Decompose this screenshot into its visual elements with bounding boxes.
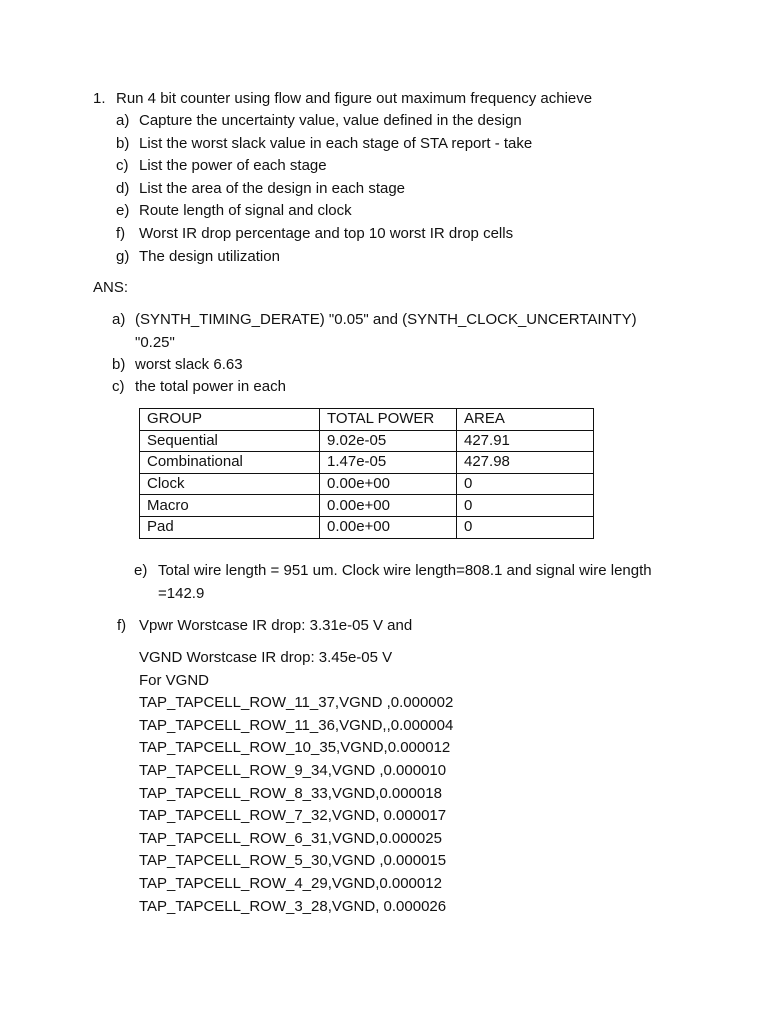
vgnd-ir-drop-block xyxy=(139,647,453,918)
answer-f-text: Vpwr Worstcase IR drop: 3.31e-05 V and xyxy=(139,617,413,634)
table-cell: Clock xyxy=(140,473,320,495)
table-cell: 0 xyxy=(457,495,594,517)
item-text: Capture the uncertainty value, value defined in the design xyxy=(139,112,522,129)
answer-e-text: Total wire length = 951 um. Clock wire length=808.1 and signal wire length =142.9 xyxy=(158,562,652,602)
answer-f-label: f) xyxy=(117,617,127,634)
answer-c-label: c) xyxy=(112,378,125,395)
table-row xyxy=(140,430,594,452)
header-cell-group: GROUP xyxy=(140,409,320,431)
answer-e-label: e) xyxy=(134,562,148,579)
item-text: Route length of signal and clock xyxy=(139,202,352,220)
list-item: TAP_TAPCELL_ROW_11_36,VGND,,0.000004 xyxy=(139,716,454,734)
answer-a-label: a) xyxy=(112,311,126,328)
question-item xyxy=(116,223,532,246)
item-label: b) xyxy=(116,134,130,152)
power-area-table xyxy=(139,408,594,539)
item-label: c) xyxy=(116,157,129,175)
question-item xyxy=(116,133,532,156)
question-subitems xyxy=(116,110,532,268)
list-item: TAP_TAPCELL_ROW_9_34,VGND ,0.000010 xyxy=(139,761,447,779)
answer-c-text: the total power in each xyxy=(135,378,286,395)
table-row xyxy=(140,473,594,495)
list-item: TAP_TAPCELL_ROW_4_29,VGND,0.000012 xyxy=(139,874,442,892)
table-row xyxy=(140,495,594,517)
question-item xyxy=(116,200,532,223)
table-cell: 9.02e-05 xyxy=(320,430,457,452)
item-text: Worst IR drop percentage and top 10 worst IR drop cells xyxy=(139,224,514,242)
table-cell: Pad xyxy=(140,516,320,538)
answers-label: ANS: xyxy=(93,279,129,296)
question-heading xyxy=(93,88,592,111)
answer-b-label: b) xyxy=(112,356,126,373)
vgnd-worstcase-line: VGND Worstcase IR drop: 3.45e-05 V xyxy=(139,649,393,666)
question-item xyxy=(116,155,532,178)
question-item xyxy=(116,246,532,269)
header-cell-total-power: TOTAL POWER xyxy=(320,409,457,431)
table-cell: Combinational xyxy=(140,452,320,474)
table-cell: 0 xyxy=(457,473,594,495)
table-cell: 0.00e+00 xyxy=(320,516,457,538)
item-text: List the power of each stage xyxy=(139,157,327,175)
item-label: g) xyxy=(116,247,130,265)
item-text: List the worst slack value in each stage of STA report - take xyxy=(139,134,533,152)
list-item: TAP_TAPCELL_ROW_11_37,VGND ,0.000002 xyxy=(139,694,454,712)
table-cell: 0.00e+00 xyxy=(320,473,457,495)
table-cell: Sequential xyxy=(140,430,320,452)
list-item: TAP_TAPCELL_ROW_10_35,VGND,0.000012 xyxy=(139,739,451,757)
answer-f xyxy=(117,615,412,638)
question-title: Run 4 bit counter using flow and figure out maximum frequency achieve xyxy=(116,90,593,107)
item-label: d) xyxy=(116,179,130,197)
list-item: TAP_TAPCELL_ROW_3_28,VGND, 0.000026 xyxy=(139,897,447,915)
item-label: e) xyxy=(116,202,130,220)
answer-c xyxy=(112,376,286,399)
table-cell: Macro xyxy=(140,495,320,517)
question-item xyxy=(116,110,532,133)
table-row xyxy=(140,452,594,474)
table-cell: 427.91 xyxy=(457,430,594,452)
answer-a-text: (SYNTH_TIMING_DERATE) "0.05" and (SYNTH_CLOCK_UNCERTAINTY) "0.25" xyxy=(135,311,637,351)
item-text: The design utilization xyxy=(139,247,280,265)
item-label: a) xyxy=(116,112,130,129)
table-cell: 427.98 xyxy=(457,452,594,474)
list-item: TAP_TAPCELL_ROW_6_31,VGND,0.000025 xyxy=(139,829,442,847)
answer-b-text: worst slack 6.63 xyxy=(135,356,243,373)
table-row xyxy=(140,516,594,538)
worst-ir-drop-cell-list xyxy=(139,692,453,918)
item-text: List the area of the design in each stage xyxy=(139,179,406,197)
list-item: TAP_TAPCELL_ROW_5_30,VGND ,0.000015 xyxy=(139,852,447,870)
question-number: 1. xyxy=(93,90,106,107)
table-cell: 0.00e+00 xyxy=(320,495,457,517)
item-label: f) xyxy=(116,224,126,242)
table-cell: 0 xyxy=(457,516,594,538)
table-cell: 1.47e-05 xyxy=(320,452,457,474)
table-header-row xyxy=(140,409,594,431)
header-cell-area: AREA xyxy=(457,409,594,431)
for-vgnd-label: For VGND xyxy=(139,671,210,689)
list-item: TAP_TAPCELL_ROW_7_32,VGND, 0.000017 xyxy=(139,807,447,825)
answer-b xyxy=(112,354,243,377)
list-item: TAP_TAPCELL_ROW_8_33,VGND,0.000018 xyxy=(139,784,442,802)
question-item xyxy=(116,178,532,201)
